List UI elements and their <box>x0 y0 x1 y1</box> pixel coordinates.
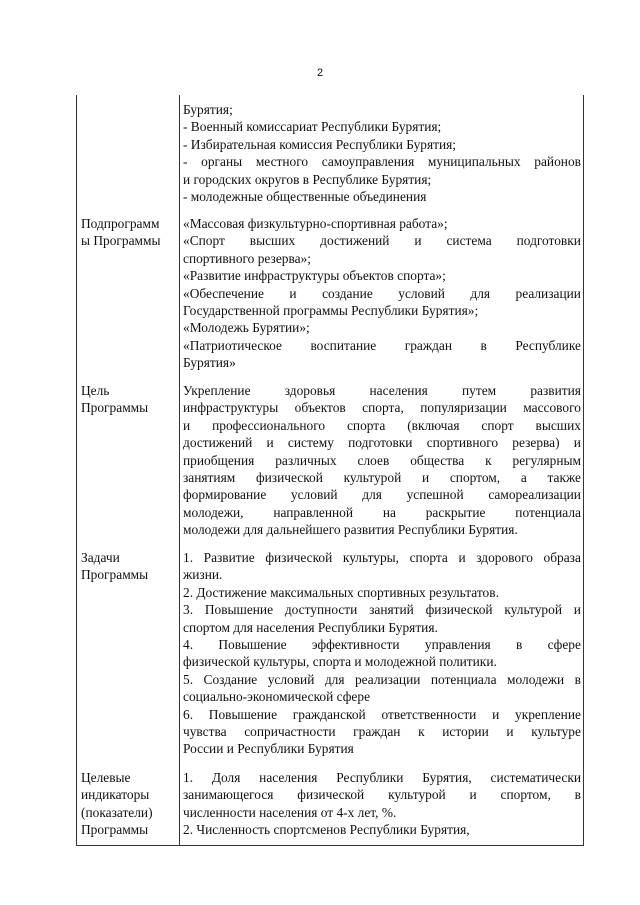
content-line: России и Республики Бурятия <box>183 741 354 757</box>
row-label-line: (показатели) <box>81 804 153 820</box>
content-line: «Спорт высших достижений и система подготовки <box>183 233 581 249</box>
content-line: достижений и систему подготовки спортивного резерва) и <box>183 435 581 451</box>
content-line: жизни. <box>183 567 223 583</box>
row-content <box>183 382 581 539</box>
row-label-line: Программы <box>81 822 149 838</box>
row-content <box>183 769 581 839</box>
content-line: «Молодежь Бурятии»; <box>183 320 310 336</box>
row-label-line: Программы <box>81 400 149 416</box>
row-label <box>81 769 175 839</box>
column-divider <box>179 95 180 845</box>
content-line: численности населения от 4-х лет, %. <box>183 804 397 820</box>
row-label <box>81 549 175 584</box>
content-line: формирование условий для успешной самореализации <box>183 487 581 503</box>
content-line: молодежи, направленной на раскрытие потенциала <box>183 504 581 520</box>
content-line: спортивного резерва»; <box>183 250 311 266</box>
content-line: инфраструктуры объектов спорта, популяризации массового <box>183 400 581 416</box>
content-line: - молодежные общественные объединения <box>183 188 427 204</box>
content-line: «Патриотическое воспитание граждан в Республике <box>183 337 581 353</box>
content-line: «Развитие инфраструктуры объектов спорта»; <box>183 268 446 284</box>
content-line: Государственной программы Республики Бурятия»; <box>183 302 479 318</box>
content-line: 1. Доля населения Республики Бурятия, систематически <box>183 770 581 785</box>
content-line: занятиям физической культурой и спортом, а также <box>183 469 581 485</box>
content-line: спортом для населения Республики Бурятия. <box>183 619 438 635</box>
content-line: Бурятия» <box>183 355 236 371</box>
content-line: физической культуры, спорта и молодежной политики. <box>183 654 497 670</box>
content-line: 4. Повышение эффективности управления в сфере <box>183 636 581 652</box>
content-line: приобщения различных слоев общества к регулярным <box>183 452 581 468</box>
content-line: занимающегося физической культурой и спортом, в <box>183 787 581 803</box>
content-line: и профессионального спорта (включая спорт высших <box>183 417 581 433</box>
page-number: 2 <box>316 67 324 79</box>
content-line: «Обеспечение и создание условий для реализации <box>183 285 581 301</box>
row-label-line: ы Программы <box>81 233 161 249</box>
content-line: 2. Численность спортсменов Республики Бурятия, <box>183 822 470 838</box>
row-content <box>183 549 581 758</box>
row-label <box>81 215 175 250</box>
content-line: 6. Повышение гражданской ответственности и укрепление <box>183 706 581 722</box>
row-label-line: Цель <box>81 383 110 398</box>
content-line: Укрепление здоровья населения путем развития <box>183 383 581 398</box>
content-line: социально-экономической сфере <box>183 689 371 705</box>
row-content <box>183 101 581 205</box>
row-label <box>81 382 175 417</box>
content-line: - Военный комиссариат Республики Бурятия; <box>183 119 442 135</box>
content-line: 5. Создание условий для реализации потенциала молодежи в <box>183 671 581 687</box>
content-line: Бурятия; <box>183 102 233 117</box>
row-label-line: индикаторы <box>81 787 150 803</box>
content-line: - Избирательная комиссия Республики Бурятия; <box>183 136 457 152</box>
content-line: чувства сопричастности граждан к истории и культуре <box>183 723 581 739</box>
content-line: 2. Достижение максимальных спортивных результатов. <box>183 584 499 600</box>
content-line: - органы местного самоуправления муниципальных районов <box>183 154 581 170</box>
content-line: молодежи для дальнейшего развития Республики Бурятия. <box>183 522 518 538</box>
row-label-line: Программы <box>81 567 149 583</box>
program-passport-table <box>76 95 584 846</box>
content-line: «Массовая физкультурно-спортивная работа»; <box>183 216 448 231</box>
content-line: 3. Повышение доступности занятий физической культурой и <box>183 602 581 618</box>
content-line: 1. Развитие физической культуры, спорта и здорового образа <box>183 550 581 565</box>
row-label-line: Подпрограмм <box>81 216 160 231</box>
row-label-line: Целевые <box>81 770 131 785</box>
row-content <box>183 215 581 372</box>
row-label-line: Задачи <box>81 550 120 565</box>
content-line: и городских округов в Республике Бурятия; <box>183 171 432 187</box>
